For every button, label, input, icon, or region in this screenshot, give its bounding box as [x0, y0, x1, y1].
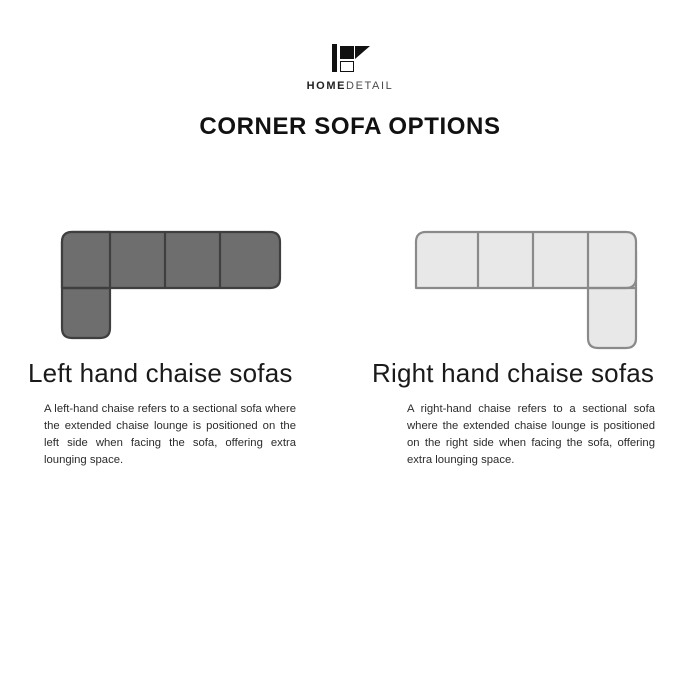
option-left-hand-chaise — [0, 200, 350, 469]
brand-name-bold: HOME — [306, 80, 347, 92]
left-chaise-description: A left-hand chaise refers to a sectional sofa where the extended chaise lounge is positioned on the left side when facing the sofa, offering extra lounging space. — [44, 403, 296, 466]
page-title: CORNER SOFA OPTIONS — [199, 113, 501, 140]
right-chaise-description: A right-hand chaise refers to a sectional sofa where the extended chaise lounge is positioned on the right side when facing the sofa, offering extra lounging space. — [407, 403, 655, 466]
right-chaise-title: Right hand chaise sofas — [372, 358, 655, 388]
right-chaise-diagram-wrap — [350, 200, 700, 350]
right-hand-chaise-diagram — [350, 200, 700, 350]
homedetail-logo-mark-icon — [322, 44, 378, 74]
left-hand-chaise-diagram — [0, 200, 350, 350]
left-chaise-diagram-wrap — [0, 200, 350, 350]
brand-name — [0, 80, 700, 92]
option-right-hand-chaise — [350, 200, 700, 469]
left-chaise-title: Left hand chaise sofas — [28, 358, 293, 388]
brand-logo — [0, 44, 700, 92]
options-columns — [0, 200, 700, 469]
brand-name-light: DETAIL — [346, 80, 394, 92]
